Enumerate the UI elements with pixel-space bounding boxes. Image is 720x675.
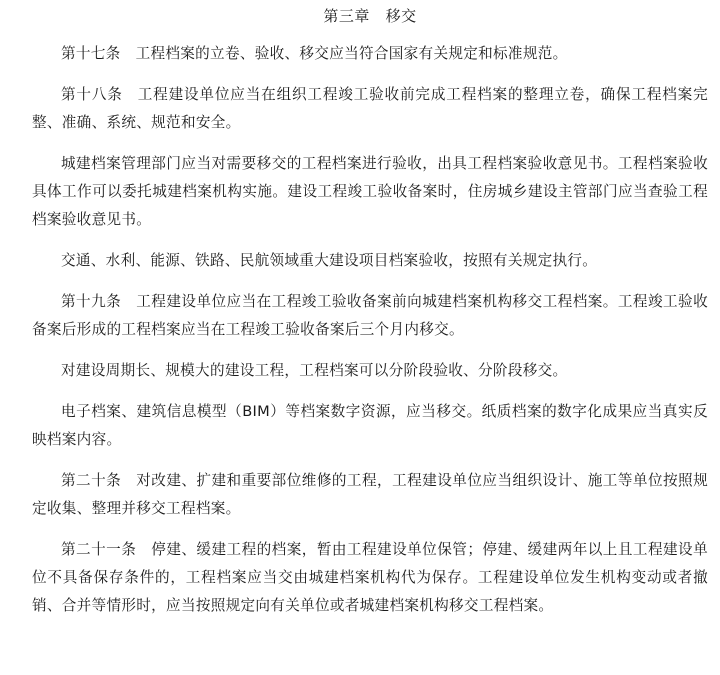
paragraph-major-projects: [32, 247, 708, 275]
article-21: [32, 536, 708, 620]
article-18: [32, 81, 708, 137]
article-label: 第十七条: [61, 45, 121, 62]
chapter-title: 第三章 移交: [323, 7, 417, 25]
article-label: 第二十条: [61, 472, 122, 489]
article-label: 第十九条: [61, 293, 122, 310]
article-label: 第十八条: [61, 86, 123, 103]
paragraph-text: 交通、水利、能源、铁路、民航领域重大建设项目档案验收，按照有关规定执行。: [61, 252, 598, 269]
paragraph-phased-transfer: [32, 357, 708, 385]
article-label: 第二十一条: [61, 541, 137, 558]
article-text: 工程建设单位应当在组织工程竣工验收前完成工程档案的整理立卷，确保工程档案完整、准确、系统、规范和安全。: [32, 86, 708, 131]
paragraph-text: 对建设周期长、规模大的建设工程，工程档案可以分阶段验收、分阶段移交。: [61, 362, 568, 379]
paragraph-archive-acceptance: [32, 150, 708, 234]
article-20: [32, 467, 708, 523]
paragraph-digital-archives: [32, 398, 708, 454]
paragraph-text: 城建档案管理部门应当对需要移交的工程档案进行验收，出具工程档案验收意见书。工程档案验收具体工作可以委托城建档案机构实施。建设工程竣工验收备案时，住房城乡建设主管部门应当查验工程档案验收意见书。: [32, 155, 708, 228]
article-text: 工程档案的立卷、验收、移交应当符合国家有关规定和标准规范。: [135, 45, 568, 62]
article-17: [32, 40, 708, 68]
article-text: 对改建、扩建和重要部位维修的工程，工程建设单位应当组织设计、施工等单位按照规定收集、整理并移交工程档案。: [32, 472, 709, 517]
paragraph-text: 电子档案、建筑信息模型（BIM）等档案数字资源，应当移交。纸质档案的数字化成果应当真实反映档案内容。: [32, 403, 708, 448]
article-text: 工程建设单位应当在工程竣工验收备案前向城建档案机构移交工程档案。工程竣工验收备案后形成的工程档案应当在工程竣工验收备案后三个月内移交。: [32, 293, 709, 338]
article-text: 停建、缓建工程的档案，暂由工程建设单位保管；停建、缓建两年以上且工程建设单位不具备保存条件的，工程档案应当交由城建档案机构代为保存。工程建设单位发生机构变动或者撤销、合并等情形时，应当按照规定向有关单位或者城建档案机构移交工程档案。: [32, 541, 708, 614]
article-19: [32, 288, 708, 344]
